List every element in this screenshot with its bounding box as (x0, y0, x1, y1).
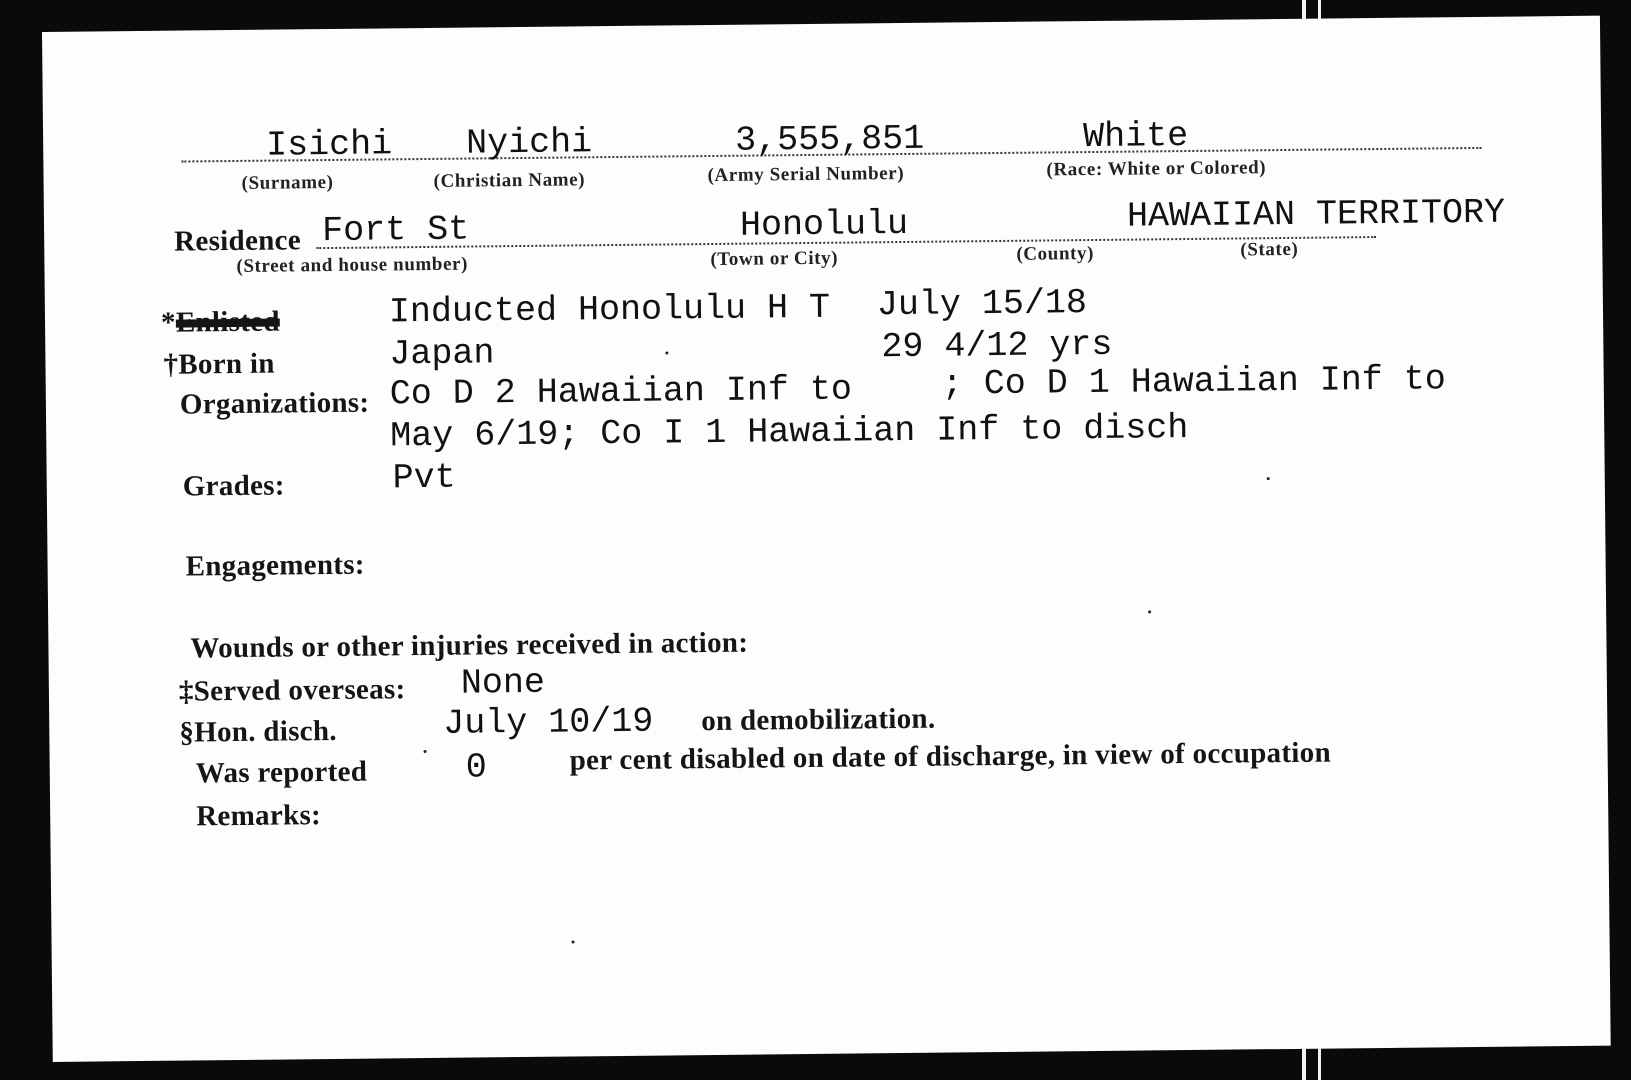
inducted-date-value: July 15/18 (876, 283, 1088, 326)
organizations-label: Organizations: (179, 386, 370, 421)
served-overseas-label: ‡Served overseas: (178, 673, 406, 708)
city-caption: (Town or City) (710, 247, 839, 271)
wounds-label: Wounds or other injuries received in action: (190, 626, 749, 665)
engagements-label: Engagements: (185, 548, 365, 583)
film-frame-bar (1318, 1048, 1321, 1080)
serial-number-value: 3,555,851 (734, 118, 925, 161)
remarks-label: Remarks: (196, 799, 322, 833)
hon-disch-date-value: July 10/19 (443, 701, 654, 744)
organizations-line1-end: ; Co D 1 Hawaiian Inf to (941, 359, 1447, 405)
born-in-label: †Born in (163, 347, 275, 381)
county-caption: (County) (1016, 242, 1095, 265)
scan-speck (424, 750, 427, 753)
age-value: 29 4/12 yrs (881, 324, 1113, 368)
inducted-value: Inducted Honolulu H T (388, 287, 831, 333)
born-place-value: Japan (389, 333, 495, 375)
scan-speck (665, 351, 668, 354)
grades-label: Grades: (182, 469, 285, 503)
organizations-line2: May 6/19; Co I 1 Hawaiian Inf to disch (390, 408, 1189, 457)
service-record-card (42, 16, 1611, 1062)
residence-label: Residence (174, 224, 302, 258)
residence-state-value: HAWAIIAN TERRITORY (1126, 192, 1506, 237)
organizations-line1-start: Co D 2 Hawaiian Inf to (389, 369, 853, 415)
disability-statement: per cent disabled on date of discharge, in view of occupation (569, 736, 1332, 777)
residence-city-value: Honolulu (739, 203, 909, 246)
film-frame-bar (1302, 1048, 1306, 1080)
scan-speck (572, 940, 575, 943)
scan-speck (1148, 610, 1151, 613)
was-reported-label: Was reported (195, 755, 368, 790)
struck-out-text: Enlisted (175, 305, 280, 339)
asterisk-mark: * (160, 306, 177, 339)
race-value: White (1082, 116, 1189, 158)
hon-disch-suffix: on demobilization. (701, 702, 936, 738)
served-overseas-value: None (460, 662, 546, 704)
serial-number-caption: (Army Serial Number) (707, 162, 905, 187)
state-caption: (State) (1240, 238, 1299, 261)
enlisted-label-struck (161, 306, 280, 340)
residence-street-value: Fort St (321, 209, 470, 252)
christian-name-value: Nyichi (465, 122, 593, 164)
race-caption: (Race: White or Colored) (1046, 157, 1267, 181)
christian-name-caption: (Christian Name) (433, 169, 586, 192)
surname-caption: (Surname) (241, 171, 334, 194)
surname-value: Isichi (265, 124, 393, 166)
disability-percent-value: 0 (465, 747, 487, 788)
hon-disch-label: §Hon. disch. (179, 714, 338, 749)
grades-value: Pvt (392, 457, 456, 499)
scan-speck (1267, 477, 1270, 480)
street-caption: (Street and house number) (236, 253, 469, 277)
